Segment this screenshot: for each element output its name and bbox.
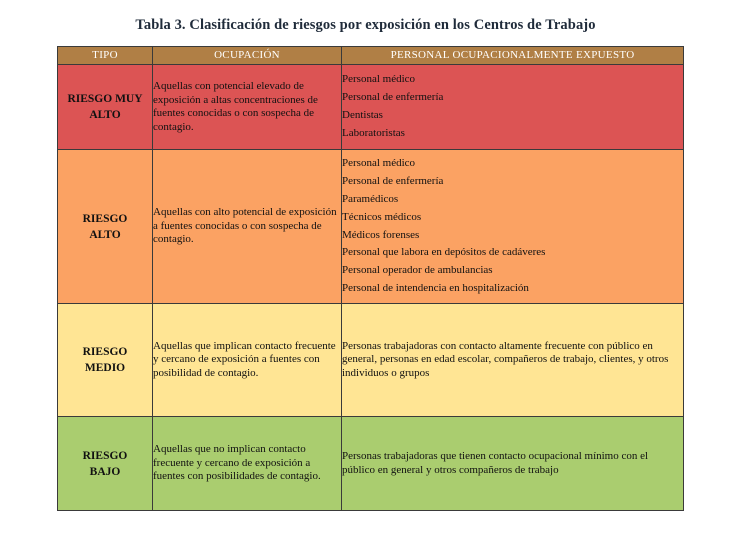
tipo-label-line2: ALTO bbox=[89, 109, 121, 121]
tipo-cell bbox=[58, 304, 153, 417]
list-item: Personal médico bbox=[342, 157, 416, 170]
list-item: Técnicos médicos bbox=[342, 210, 422, 223]
tipo-label-line1: RIESGO bbox=[82, 212, 128, 225]
tipo-label-line1: RIESGO MUY bbox=[67, 93, 143, 105]
list-item: Personal de intendencia en hospitalización bbox=[342, 281, 529, 294]
ocupacion-cell: Aquellas que implican contacto frecuente y cercano de exposición a fuentes con posibilidad de contagio. bbox=[153, 304, 342, 417]
tipo-label-line2: ALTO bbox=[89, 228, 121, 241]
personal-cell: Personas trabajadoras que tienen contacto ocupacional mínimo con el público en general y otros compañeros de trabajo bbox=[342, 417, 684, 511]
list-item: Paramédicos bbox=[342, 192, 399, 205]
ocupacion-cell: Aquellas que no implican contacto frecuente y cercano de exposición a fuentes con posibilidades de contagio. bbox=[153, 417, 342, 511]
table-row-riesgo-bajo bbox=[58, 417, 684, 511]
personal-list bbox=[342, 71, 683, 142]
tipo-label-line1: RIESGO bbox=[82, 346, 128, 358]
header-row bbox=[58, 47, 684, 65]
ocupacion-cell: Aquellas con potencial elevado de exposición a altas concentraciones de fuentes conocidas o con sospecha de contagio. bbox=[153, 65, 342, 150]
tipo-label-line2: MEDIO bbox=[84, 362, 126, 374]
personal-cell: Personas trabajadoras con contacto altamente frecuente con público en general, personas en edad escolar, compañeros de trabajo, clientes, y otros individuos o grupos bbox=[342, 304, 684, 417]
list-item: Personal médico bbox=[342, 73, 416, 86]
table-row-riesgo-medio bbox=[58, 304, 684, 417]
table-row-riesgo-muy-alto bbox=[58, 65, 684, 150]
table-title: Tabla 3. Clasificación de riesgos por exposición en los Centros de Trabajo bbox=[135, 17, 596, 33]
header-personal: PERSONAL OCUPACIONALMENTE EXPUESTO bbox=[342, 47, 684, 65]
personal-list bbox=[342, 155, 683, 297]
personal-cell bbox=[342, 65, 684, 150]
tipo-label-line2: BAJO bbox=[89, 465, 121, 478]
list-item: Laboratoristas bbox=[342, 126, 405, 139]
risk-classification-table bbox=[57, 46, 684, 511]
tipo-label-line1: RIESGO bbox=[82, 449, 128, 462]
tipo-cell bbox=[58, 150, 153, 304]
table-row-riesgo-alto bbox=[58, 150, 684, 304]
list-item: Personal de enfermería bbox=[342, 91, 444, 104]
list-item: Personal que labora en depósitos de cadáveres bbox=[342, 246, 546, 259]
list-item: Médicos forenses bbox=[342, 228, 420, 241]
header-tipo: TIPO bbox=[58, 47, 153, 65]
header-ocupacion: OCUPACIÓN bbox=[153, 47, 342, 65]
ocupacion-cell: Aquellas con alto potencial de exposición a fuentes conocidas o con sospecha de contagio. bbox=[153, 150, 342, 304]
list-item: Dentistas bbox=[342, 109, 383, 121]
tipo-cell bbox=[58, 65, 153, 150]
list-item: Personal operador de ambulancias bbox=[342, 264, 493, 277]
list-item: Personal de enfermería bbox=[342, 175, 444, 188]
personal-cell bbox=[342, 150, 684, 304]
tipo-cell bbox=[58, 417, 153, 511]
